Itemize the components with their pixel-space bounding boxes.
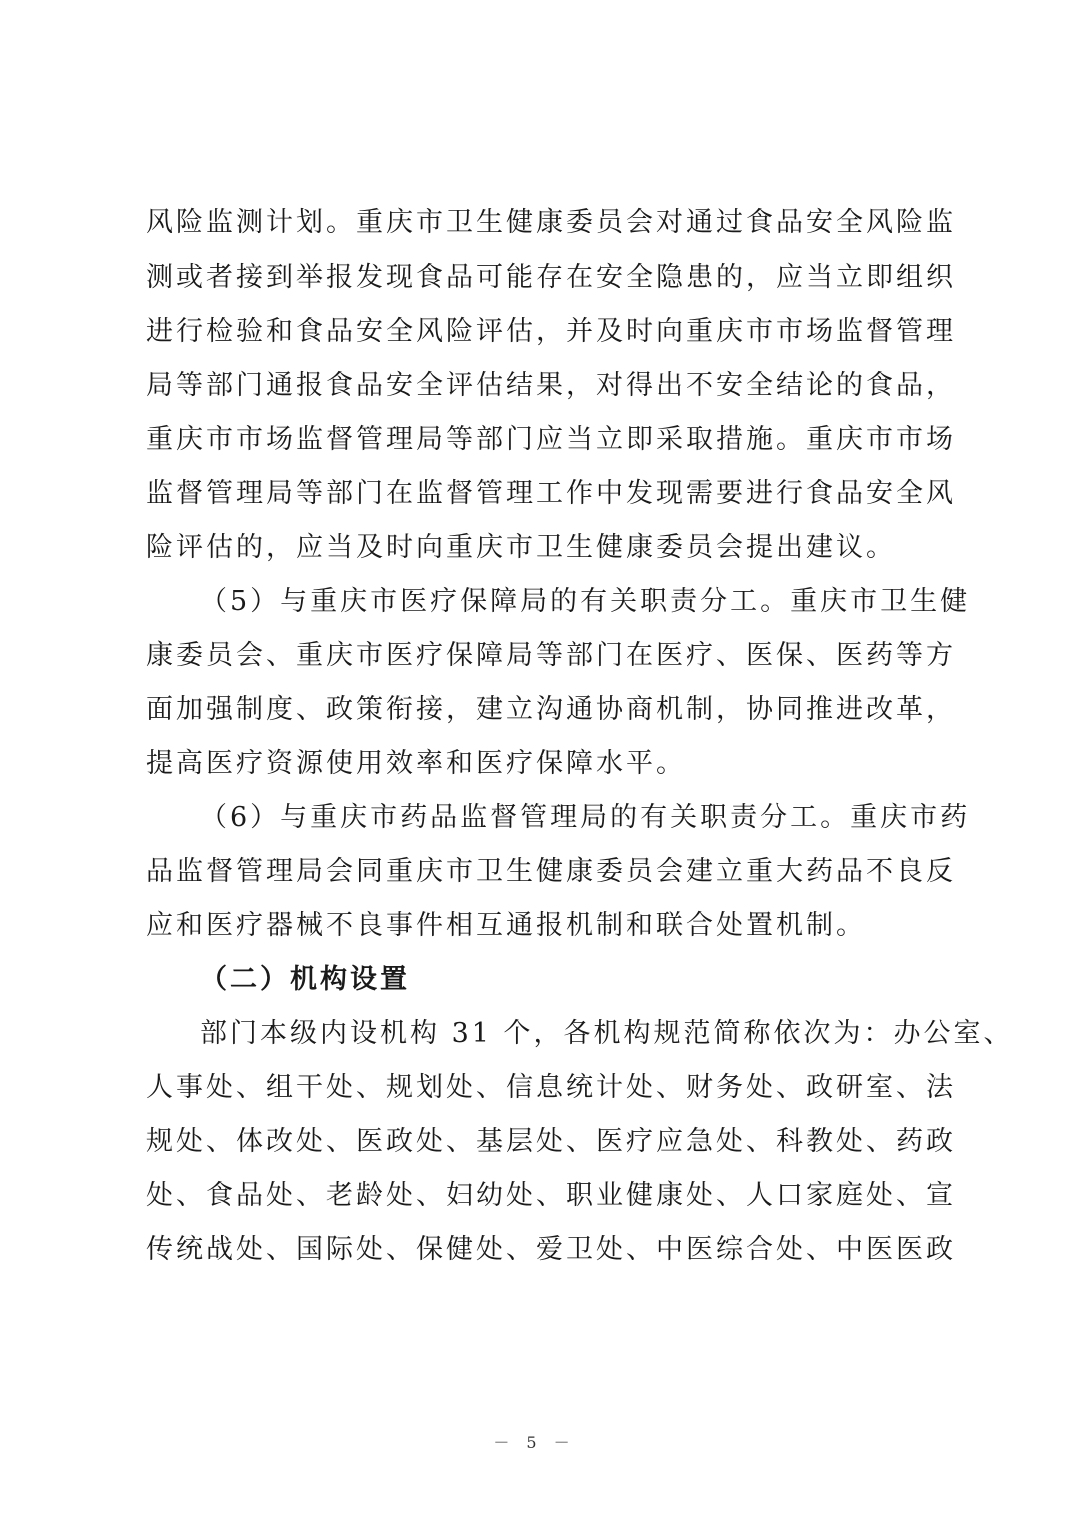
text-line: 品监督管理局会同重庆市卫生健康委员会建立重大药品不良反	[146, 856, 956, 887]
paragraph-start-line: （5）与重庆市医疗保障局的有关职责分工。重庆市卫生健	[200, 586, 971, 617]
text-line: 面加强制度、政策衔接，建立沟通协商机制，协同推进改革，	[146, 694, 956, 725]
page-number: － 5 －	[493, 1433, 576, 1452]
text-line: 处、食品处、老龄处、妇幼处、职业健康处、人口家庭处、宣	[146, 1180, 956, 1211]
paragraph-start-line: 部门本级内设机构 31 个，各机构规范简称依次为：办公室、	[200, 1018, 1014, 1049]
text-line: 重庆市市场监督管理局等部门应当立即采取措施。重庆市市场	[146, 424, 956, 455]
section-heading: （二）机构设置	[200, 964, 410, 995]
text-line: 提高医疗资源使用效率和医疗保障水平。	[146, 748, 686, 779]
text-line: 监督管理局等部门在监督管理工作中发现需要进行食品安全风	[146, 478, 956, 509]
paragraph-start-line: （6）与重庆市药品监督管理局的有关职责分工。重庆市药	[200, 802, 971, 833]
text-line: 康委员会、重庆市医疗保障局等部门在医疗、医保、医药等方	[146, 640, 956, 671]
text-line: 局等部门通报食品安全评估结果，对得出不安全结论的食品，	[146, 370, 956, 401]
text-line: 人事处、组干处、规划处、信息统计处、财务处、政研室、法	[146, 1072, 956, 1103]
text-line: 规处、体改处、医政处、基层处、医疗应急处、科教处、药政	[146, 1126, 956, 1157]
text-line: 风险监测计划。重庆市卫生健康委员会对通过食品安全风险监	[146, 207, 956, 238]
text-line: 测或者接到举报发现食品可能存在安全隐患的，应当立即组织	[146, 262, 956, 293]
text-line: 应和医疗器械不良事件相互通报机制和联合处置机制。	[146, 910, 866, 941]
text-line: 进行检验和食品安全风险评估，并及时向重庆市市场监督管理	[146, 316, 956, 347]
text-line: 传统战处、国际处、保健处、爱卫处、中医综合处、中医医政	[146, 1234, 956, 1265]
text-line: 险评估的，应当及时向重庆市卫生健康委员会提出建议。	[146, 532, 896, 563]
